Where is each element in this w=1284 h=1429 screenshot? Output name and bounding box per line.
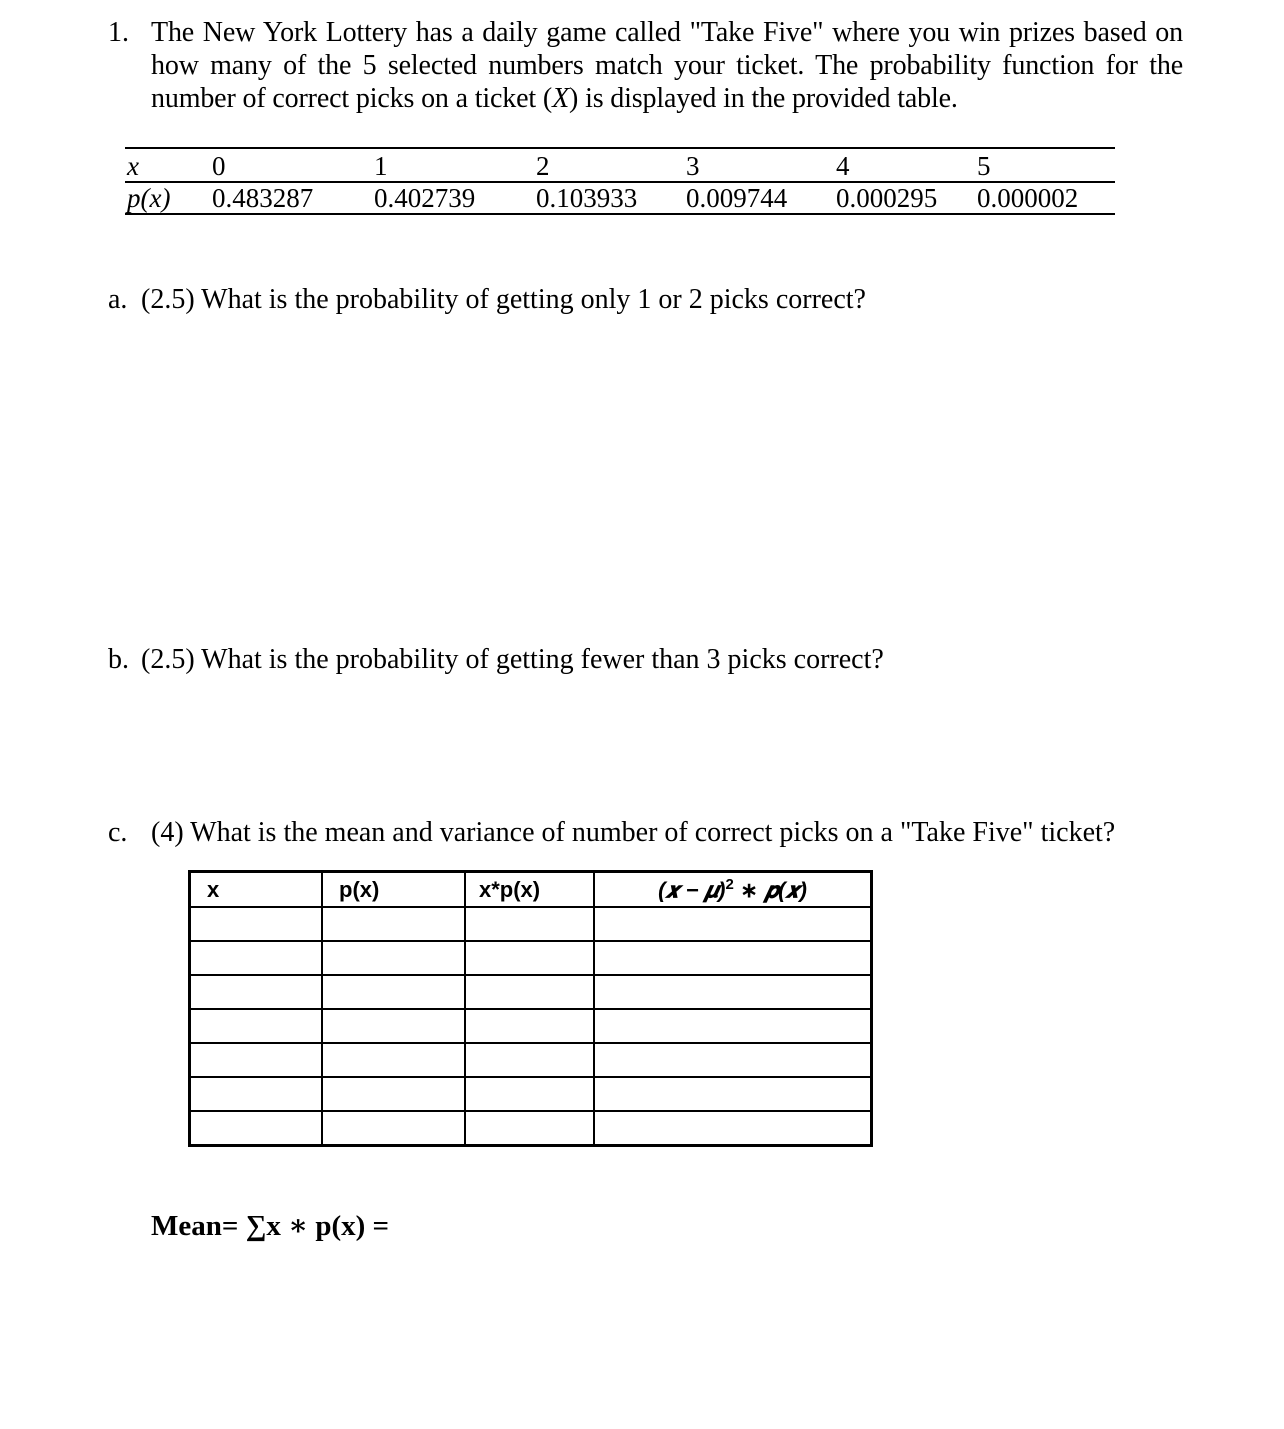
- cell[interactable]: [322, 1077, 465, 1111]
- cell[interactable]: [190, 941, 323, 975]
- cell[interactable]: [465, 1009, 594, 1043]
- cell[interactable]: [465, 1043, 594, 1077]
- part-a-question: (2.5) What is the probability of getting only 1 or 2 picks correct?: [141, 284, 866, 315]
- header-x: x: [190, 872, 323, 908]
- x-value: 4: [836, 151, 850, 181]
- cell[interactable]: [322, 975, 465, 1009]
- cell[interactable]: [190, 1077, 323, 1111]
- table-row: [190, 907, 872, 941]
- cell[interactable]: [190, 907, 323, 941]
- x-value: 3: [686, 151, 700, 181]
- part-b-label: b.: [108, 644, 129, 675]
- table-row: [190, 1043, 872, 1077]
- p-row-label: p(x): [127, 183, 171, 213]
- cell[interactable]: [322, 907, 465, 941]
- part-c-label: c.: [108, 817, 128, 848]
- table-bottom-rule: [125, 213, 1115, 215]
- cell[interactable]: [594, 975, 872, 1009]
- cell[interactable]: [190, 1111, 323, 1146]
- p-value: 0.009744: [686, 183, 788, 213]
- cell[interactable]: [465, 975, 594, 1009]
- x-value: 0: [212, 151, 226, 181]
- x-value: 1: [374, 151, 388, 181]
- cell[interactable]: [465, 1077, 594, 1111]
- cell[interactable]: [465, 941, 594, 975]
- p-value: 0.000002: [977, 183, 1079, 213]
- cell[interactable]: [190, 975, 323, 1009]
- table-row: [190, 975, 872, 1009]
- cell[interactable]: [594, 1111, 872, 1146]
- mean-formula: Mean= ∑x ∗ p(x) =: [151, 1210, 390, 1242]
- cell[interactable]: [465, 907, 594, 941]
- cell[interactable]: [190, 1009, 323, 1043]
- work-table: [188, 870, 873, 1147]
- part-c-question: (4) What is the mean and variance of number of correct picks on a "Take Five" ticket?: [151, 817, 1116, 848]
- question-number: 1.: [108, 17, 129, 48]
- cell[interactable]: [322, 1043, 465, 1077]
- p-value: 0.000295: [836, 183, 938, 213]
- part-a-label: a.: [108, 284, 128, 315]
- question-text: The New York Lottery has a daily game called "Take Five" where you win prizes based on how many of the 5 selected numbers match your ticket. The probability function for the number of correct picks on a ticket (X) is displayed in the provided table.: [151, 17, 1183, 114]
- table-row: [190, 1111, 872, 1146]
- cell[interactable]: [594, 1043, 872, 1077]
- cell[interactable]: [322, 941, 465, 975]
- x-value: 2: [536, 151, 550, 181]
- cell[interactable]: [190, 1043, 323, 1077]
- cell[interactable]: [322, 1111, 465, 1146]
- header-variance-term: (𝒙 − 𝝁)$^2$ ∗ 𝒑(𝒙): [594, 872, 872, 908]
- table-row: [190, 1077, 872, 1111]
- p-value: 0.103933: [536, 183, 638, 213]
- cell[interactable]: [594, 941, 872, 975]
- cell[interactable]: [594, 1009, 872, 1043]
- x-value: 5: [977, 151, 991, 181]
- p-value: 0.402739: [374, 183, 476, 213]
- x-row-label: x: [127, 151, 139, 181]
- cell[interactable]: [594, 907, 872, 941]
- cell[interactable]: [322, 1009, 465, 1043]
- work-table-header: [190, 872, 872, 908]
- table-row: [190, 941, 872, 975]
- cell[interactable]: [594, 1077, 872, 1111]
- table-top-rule: [125, 147, 1115, 149]
- header-px: p(x): [322, 872, 465, 908]
- cell[interactable]: [465, 1111, 594, 1146]
- header-xpx: x*p(x): [465, 872, 594, 908]
- part-b-question: (2.5) What is the probability of getting fewer than 3 picks correct?: [141, 644, 884, 675]
- p-value: 0.483287: [212, 183, 314, 213]
- table-row: [190, 1009, 872, 1043]
